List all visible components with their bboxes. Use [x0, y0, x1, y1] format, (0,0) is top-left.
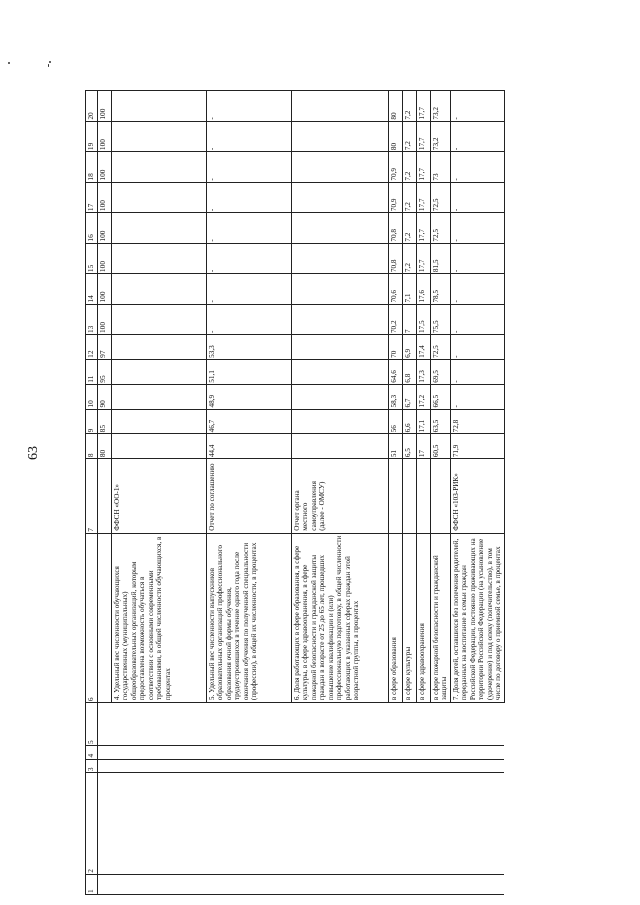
- value-cell: [112, 213, 207, 243]
- empty-cell: [431, 874, 451, 894]
- value-cell: 6,8: [403, 359, 417, 384]
- empty-cell: [431, 459, 451, 534]
- empty-cell: [417, 759, 431, 773]
- target-value-cell: 100: [98, 182, 112, 212]
- empty-cell: [112, 773, 207, 875]
- value-cell: -: [450, 152, 504, 182]
- target-value-cell: 95: [98, 359, 112, 384]
- sub-indicator-row: [389, 91, 403, 895]
- scan-speck: [8, 62, 10, 64]
- empty-cell: [450, 759, 504, 773]
- empty-cell: [207, 759, 292, 773]
- column-number-cell: 2: [86, 773, 98, 875]
- value-cell: -: [450, 304, 504, 334]
- value-cell: [292, 243, 389, 273]
- column-number-cell: 13: [86, 304, 98, 334]
- empty-cell: [403, 459, 417, 534]
- empty-cell: [292, 773, 389, 875]
- value-cell: -: [207, 121, 292, 151]
- value-cell: 69,5: [431, 359, 451, 384]
- value-cell: 70,2: [389, 304, 403, 334]
- value-cell: 17,5: [417, 304, 431, 334]
- indicator-row: [207, 91, 292, 895]
- sub-indicator-row: [431, 91, 451, 895]
- indicator-row: [450, 91, 504, 895]
- value-cell: [112, 91, 207, 122]
- empty-cell: [403, 759, 417, 773]
- value-cell: 75,5: [431, 304, 451, 334]
- empty-cell: [431, 703, 451, 746]
- value-cell: 70,6: [389, 274, 403, 304]
- empty-cell: [389, 759, 403, 773]
- value-cell: 17,6: [417, 274, 431, 304]
- column-number-cell: 5: [86, 703, 98, 746]
- empty-cell: [403, 703, 417, 746]
- value-cell: [112, 121, 207, 151]
- value-cell: -: [450, 243, 504, 273]
- empty-cell: [450, 874, 504, 894]
- value-cell: -: [207, 182, 292, 212]
- value-cell: 17: [417, 434, 431, 459]
- indicator-text: 4. Удельный вес численности обучающихся государственных (муниципальных) общеобразовательных организаций, которым предоставлена возможность обучаться в соответствии с основными современными требованиями, в общей численности обучающихся, в процентах: [112, 533, 207, 702]
- value-cell: -: [207, 243, 292, 273]
- value-cell: [112, 304, 207, 334]
- value-cell: [112, 274, 207, 304]
- value-cell: 51,1: [207, 359, 292, 384]
- target-values-row: [98, 91, 112, 895]
- value-cell: [112, 243, 207, 273]
- sub-indicator-row: [403, 91, 417, 895]
- value-cell: 6,7: [403, 384, 417, 409]
- column-number-row: [86, 91, 98, 895]
- scan-speck: [48, 64, 49, 67]
- value-cell: -: [450, 121, 504, 151]
- indicator-row: [112, 91, 207, 895]
- empty-cell: [112, 759, 207, 773]
- value-cell: 7,2: [403, 243, 417, 273]
- empty-cell: [207, 773, 292, 875]
- value-cell: 17,2: [417, 384, 431, 409]
- page-number: 63: [26, 446, 41, 460]
- target-value-cell: 100: [98, 213, 112, 243]
- sub-indicator-label: в сфере культуры: [403, 533, 417, 702]
- value-cell: 56: [389, 409, 403, 434]
- source-cell: Отчет органа местного самоуправления (далее - ОМСУ): [292, 459, 389, 534]
- target-value-cell: 90: [98, 384, 112, 409]
- column-number-cell: 10: [86, 384, 98, 409]
- target-value-cell: 100: [98, 152, 112, 182]
- empty-cell: [450, 773, 504, 875]
- value-cell: 7: [403, 304, 417, 334]
- value-cell: [292, 434, 389, 459]
- value-cell: 72,8: [450, 409, 504, 434]
- value-cell: [292, 304, 389, 334]
- value-cell: [292, 213, 389, 243]
- value-cell: -: [207, 304, 292, 334]
- column-number-cell: 20: [86, 91, 98, 122]
- target-value-cell: 100: [98, 243, 112, 273]
- value-cell: [292, 274, 389, 304]
- value-cell: 72,5: [431, 182, 451, 212]
- empty-cell: [98, 459, 112, 534]
- value-cell: 48,9: [207, 384, 292, 409]
- indicators-table: [85, 90, 505, 895]
- empty-cell: [389, 874, 403, 894]
- value-cell: 60,5: [431, 434, 451, 459]
- value-cell: 70,9: [389, 182, 403, 212]
- column-number-cell: 3: [86, 759, 98, 773]
- column-number-cell: 15: [86, 243, 98, 273]
- value-cell: 7,2: [403, 152, 417, 182]
- value-cell: 7,2: [403, 91, 417, 122]
- value-cell: -: [450, 91, 504, 122]
- value-cell: 17,4: [417, 335, 431, 360]
- empty-cell: [417, 459, 431, 534]
- column-number-cell: 11: [86, 359, 98, 384]
- value-cell: -: [450, 213, 504, 243]
- target-value-cell: 100: [98, 274, 112, 304]
- empty-cell: [207, 745, 292, 759]
- empty-cell: [98, 874, 112, 894]
- value-cell: 71,9: [450, 434, 504, 459]
- value-cell: 7,2: [403, 213, 417, 243]
- value-cell: 6,5: [403, 434, 417, 459]
- value-cell: 17,7: [417, 91, 431, 122]
- value-cell: 80: [389, 91, 403, 122]
- empty-cell: [292, 759, 389, 773]
- empty-cell: [417, 874, 431, 894]
- empty-cell: [431, 759, 451, 773]
- empty-cell: [98, 773, 112, 875]
- value-cell: 7,2: [403, 182, 417, 212]
- empty-cell: [417, 745, 431, 759]
- value-cell: [112, 359, 207, 384]
- value-cell: 17,7: [417, 182, 431, 212]
- value-cell: 70,8: [389, 213, 403, 243]
- empty-cell: [389, 773, 403, 875]
- value-cell: -: [450, 335, 504, 360]
- column-number-cell: 6: [86, 533, 98, 702]
- source-cell: ФФСН «103-РИК»: [450, 459, 504, 534]
- value-cell: -: [450, 274, 504, 304]
- empty-cell: [417, 773, 431, 875]
- value-cell: 70,9: [389, 152, 403, 182]
- empty-cell: [98, 745, 112, 759]
- value-cell: 78,5: [431, 274, 451, 304]
- empty-cell: [450, 703, 504, 746]
- column-number-cell: 18: [86, 152, 98, 182]
- target-value-cell: 80: [98, 434, 112, 459]
- sub-indicator-label: в сфере пожарной безопасности и гражданской защиты: [431, 533, 451, 702]
- source-cell: ФФСН «ОО-1»: [112, 459, 207, 534]
- target-value-cell: 100: [98, 121, 112, 151]
- empty-cell: [403, 773, 417, 875]
- value-cell: 63,5: [431, 409, 451, 434]
- value-cell: 70: [389, 335, 403, 360]
- sub-indicator-label: в сфере здравоохранения: [417, 533, 431, 702]
- value-cell: 72,5: [431, 335, 451, 360]
- empty-cell: [403, 745, 417, 759]
- empty-cell: [292, 745, 389, 759]
- empty-cell: [98, 533, 112, 702]
- column-number-cell: 19: [86, 121, 98, 151]
- empty-cell: [112, 703, 207, 746]
- value-cell: -: [207, 91, 292, 122]
- value-cell: [292, 359, 389, 384]
- target-value-cell: 97: [98, 335, 112, 360]
- empty-cell: [389, 703, 403, 746]
- rotated-table-area: [85, 90, 503, 895]
- column-number-cell: 8: [86, 434, 98, 459]
- column-number-cell: 4: [86, 745, 98, 759]
- target-value-cell: 85: [98, 409, 112, 434]
- indicator-text: 5. Удельный вес численности выпускников образовательных организаций профессионального образования очной формы обучения, трудоустроившихся в течение одного года после окончания обучения по полученной специальности (профессии), в общей их численности, в процентах: [207, 533, 292, 702]
- value-cell: [292, 384, 389, 409]
- empty-cell: [98, 703, 112, 746]
- value-cell: 17,1: [417, 409, 431, 434]
- value-cell: 73: [431, 152, 451, 182]
- value-cell: 70,8: [389, 243, 403, 273]
- value-cell: 44,4: [207, 434, 292, 459]
- sub-indicator-label: в сфере образования: [389, 533, 403, 702]
- value-cell: [292, 91, 389, 122]
- empty-cell: [112, 874, 207, 894]
- value-cell: 80: [389, 121, 403, 151]
- target-value-cell: 100: [98, 304, 112, 334]
- value-cell: -: [207, 274, 292, 304]
- value-cell: [292, 409, 389, 434]
- column-number-cell: 14: [86, 274, 98, 304]
- value-cell: -: [207, 213, 292, 243]
- value-cell: [292, 152, 389, 182]
- value-cell: 17,7: [417, 243, 431, 273]
- empty-cell: [112, 745, 207, 759]
- value-cell: 81,5: [431, 243, 451, 273]
- value-cell: [292, 121, 389, 151]
- target-value-cell: 100: [98, 91, 112, 122]
- value-cell: 46,7: [207, 409, 292, 434]
- value-cell: [112, 409, 207, 434]
- source-cell: Отчет по соглашению: [207, 459, 292, 534]
- value-cell: [112, 335, 207, 360]
- value-cell: [112, 434, 207, 459]
- empty-cell: [403, 874, 417, 894]
- value-cell: 17,7: [417, 121, 431, 151]
- value-cell: 17,7: [417, 213, 431, 243]
- column-number-cell: 1: [86, 874, 98, 894]
- column-number-cell: 12: [86, 335, 98, 360]
- value-cell: 73,2: [431, 121, 451, 151]
- value-cell: 51: [389, 434, 403, 459]
- value-cell: -: [450, 182, 504, 212]
- value-cell: 58,3: [389, 384, 403, 409]
- empty-cell: [389, 745, 403, 759]
- value-cell: 7,1: [403, 274, 417, 304]
- value-cell: 17,7: [417, 152, 431, 182]
- value-cell: 53,3: [207, 335, 292, 360]
- value-cell: [292, 182, 389, 212]
- value-cell: [112, 182, 207, 212]
- empty-cell: [389, 459, 403, 534]
- value-cell: [112, 152, 207, 182]
- sub-indicator-row: [417, 91, 431, 895]
- empty-cell: [207, 703, 292, 746]
- empty-cell: [431, 745, 451, 759]
- indicator-text: 7. Доля детей, оставшихся без попечения родителей, переданных на воспитание в семьи граждан Российской Федерации, постоянно проживающих на территории Российской Федерации (на усыновление (удочерение) и под опеку (попечительство), в том числе по договору о приемной семье, в процентах: [450, 533, 504, 702]
- column-number-cell: 17: [86, 182, 98, 212]
- value-cell: 6,9: [403, 335, 417, 360]
- value-cell: 66,5: [431, 384, 451, 409]
- empty-cell: [207, 874, 292, 894]
- empty-cell: [292, 874, 389, 894]
- value-cell: -: [450, 384, 504, 409]
- value-cell: [292, 335, 389, 360]
- value-cell: -: [207, 152, 292, 182]
- empty-cell: [292, 703, 389, 746]
- column-number-cell: 7: [86, 459, 98, 534]
- column-number-cell: 9: [86, 409, 98, 434]
- value-cell: 7,2: [403, 121, 417, 151]
- empty-cell: [431, 773, 451, 875]
- indicator-text: 6. Доля работающих в сфере образования, в сфере культуры, в сфере здравоохранения, в сфере пожарной безопасности и гражданской защиты граждан в возрасте от 25 до 65 лет, прошедших повышение квалификации и (или) профессиональную подготовку, в общей численности работающих в указанных сферах граждан этой возрастной группы, в процентах: [292, 533, 389, 702]
- value-cell: 6,6: [403, 409, 417, 434]
- value-cell: 72,5: [431, 213, 451, 243]
- empty-cell: [450, 745, 504, 759]
- scan-speck: [49, 61, 51, 63]
- value-cell: [112, 384, 207, 409]
- column-number-cell: 16: [86, 213, 98, 243]
- indicator-row: [292, 91, 389, 895]
- empty-cell: [417, 703, 431, 746]
- value-cell: 73,2: [431, 91, 451, 122]
- empty-cell: [98, 759, 112, 773]
- value-cell: -: [450, 359, 504, 384]
- value-cell: 64,6: [389, 359, 403, 384]
- value-cell: 17,3: [417, 359, 431, 384]
